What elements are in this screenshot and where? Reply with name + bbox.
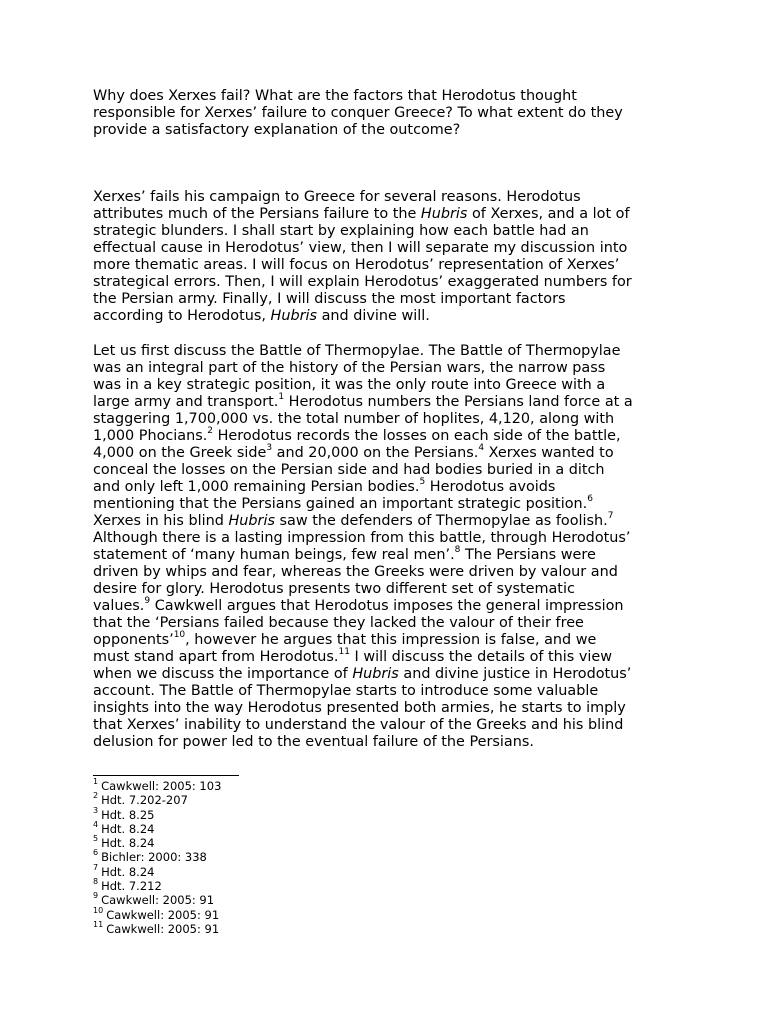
text-line: desire for glory. Herodotus presents two different set of systematic [93,581,575,597]
footnote-item [93,850,221,864]
footnote-number: 9 [93,891,99,901]
question-line: provide a satisfactory explanation of the outcome? [93,122,461,138]
question-line: Why does Xerxes fail? What are the factors that Herodotus thought [93,88,577,104]
essay-question [93,88,683,139]
footnote-item [93,905,221,922]
footnote-text: Hdt. 8.24 [101,864,155,879]
footnote-ref[interactable]: 1 [278,392,285,403]
text-line: mentioning that the Persians gained an important strategic position.$^6$ [93,494,593,512]
footnote-item [93,879,221,893]
text-line: large army and transport.$^1$ Herodotus numbers the Persians land force at a [93,392,633,410]
footnote-ref[interactable]: 11 [338,647,350,658]
hubris-term: Hubris [352,666,399,682]
text-line: Although there is a lasting impression from this battle, through Herodotus’ [93,530,631,546]
footnote-ref[interactable]: 7 [607,511,614,522]
footnote-item [93,893,221,907]
text-line: 4,000 on the Greek side$^3$ and 20,000 on the Persians.$^4$ Xerxes wanted to [93,443,614,461]
text-line: the Persian army. Finally, I will discuss the most important factors [93,291,566,307]
footnote-text: Hdt. 8.24 [101,821,155,836]
footnote-item [93,862,221,879]
footnote-number: 8 [93,877,99,887]
footnote-text: Cawkwell: 2005: 91 [101,893,215,908]
text-line: driven by whips and fear, whereas the Greeks were driven by valour and [93,564,618,580]
text-line: that the ‘Persians failed because they lacked the valour of their free [93,615,584,631]
text-line: insights into the way Herodotus presented both armies, he starts to imply [93,700,626,716]
footnote-number: 7 [93,862,99,872]
text-line: strategical errors. Then, I will explain Herodotus’ exaggerated numbers for [93,274,632,290]
footnote-number: 5 [93,834,99,844]
footnote-number: 6 [93,848,99,858]
footnote-ref[interactable]: 4 [478,443,485,454]
footnote-number: 1 [93,777,99,786]
footnote-ref[interactable]: 9 [144,596,151,607]
footnote-item [93,819,221,836]
footnote-text: Cawkwell: 2005: 103 [101,779,222,793]
footnote-ref[interactable]: 3 [266,443,273,454]
text-line: Xerxes in his blind Hubris saw the defenders of Thermopylae as foolish.$^7$ [93,511,614,529]
footnote-number: 4 [93,819,99,829]
footnote-text: Cawkwell: 2005: 91 [106,907,220,922]
footnote-ref[interactable]: 5 [419,477,426,488]
text-line: strategic blunders. I shall start by explaining how each battle had an [93,223,589,239]
text-line: more thematic areas. I will focus on Herodotus’ representation of Xerxes’ [93,257,620,273]
text-line: was in a key strategic position, it was the only route into Greece with a [93,377,606,393]
paragraph-thermopylae [93,343,693,751]
footnote-item [93,836,221,850]
text-line: was an integral part of the history of the Persian wars, the narrow pass [93,360,606,376]
text-line: must stand apart from Herodotus.$^{11}$ I will discuss the details of this view [93,647,613,665]
paragraph-introduction [93,189,693,325]
footnote-text: Hdt. 8.25 [101,807,155,822]
text-line: that Xerxes’ inability to understand the valour of the Greeks and his blind [93,717,624,733]
footnote-ref[interactable]: 2 [207,426,214,437]
text-line: attributes much of the Persians failure to the Hubris of Xerxes, and a lot of [93,206,630,222]
hubris-term: Hubris [228,513,275,529]
text-line: 1,000 Phocians.$^2$ Herodotus records the losses on each side of the battle, [93,426,621,444]
footnote-separator [93,775,239,776]
text-line: effectual cause in Herodotus’ view, then I will separate my discussion into [93,240,628,256]
text-line: Xerxes’ fails his campaign to Greece for several reasons. Herodotus [93,189,581,205]
footnote-ref[interactable]: 10 [173,630,186,641]
footnote-number: 11 [93,919,104,929]
hubris-term: Hubris [420,206,468,222]
footnote-number: 3 [93,805,99,815]
footnote-text: Hdt. 7.212 [101,879,162,894]
footnote-text: Hdt. 7.202-207 [101,793,188,808]
text-line: values.$^9$ Cawkwell argues that Herodotus imposes the general impression [93,596,624,614]
footnote-ref[interactable]: 8 [454,545,461,556]
footnote-item [93,779,221,793]
footnote-text: Hdt. 8.24 [101,836,155,851]
text-line: staggering 1,700,000 vs. the total number of hoplites, 4,120, along with [93,411,615,427]
text-line: according to Herodotus, Hubris and divine will. [93,308,430,324]
footnote-item [93,805,221,822]
text-line: when we discuss the importance of Hubris and divine justice in Herodotus’ [93,666,632,682]
text-line: opponents’$^{10}$, however he argues that this impression is false, and we [93,630,597,648]
text-line: conceal the losses on the Persian side and had bodies buried in a ditch [93,462,605,478]
text-line: statement of ‘many human beings, few real men’.$^8$ The Persians were [93,545,596,563]
text-line: delusion for power led to the eventual failure of the Persians. [93,734,534,750]
text-line: and only left 1,000 remaining Persian bodies.$^5$ Herodotus avoids [93,477,556,495]
footnote-item [93,793,221,807]
footnote-item [93,919,221,936]
hubris-term: Hubris [270,308,318,324]
footnote-text: Cawkwell: 2005: 91 [106,921,220,936]
footnote-text: Bichler: 2000: 338 [101,850,207,865]
footnote-number: 2 [93,791,99,801]
text-line: Let us first discuss the Battle of Thermopylae. The Battle of Thermopylae [93,343,621,359]
footnote-ref[interactable]: 6 [587,494,593,505]
question-line: responsible for Xerxes’ failure to conquer Greece? To what extent do they [93,105,623,121]
footnote-number: 10 [93,905,104,915]
footnotes-list [93,779,221,936]
text-line: account. The Battle of Thermopylae starts to introduce some valuable [93,683,599,699]
